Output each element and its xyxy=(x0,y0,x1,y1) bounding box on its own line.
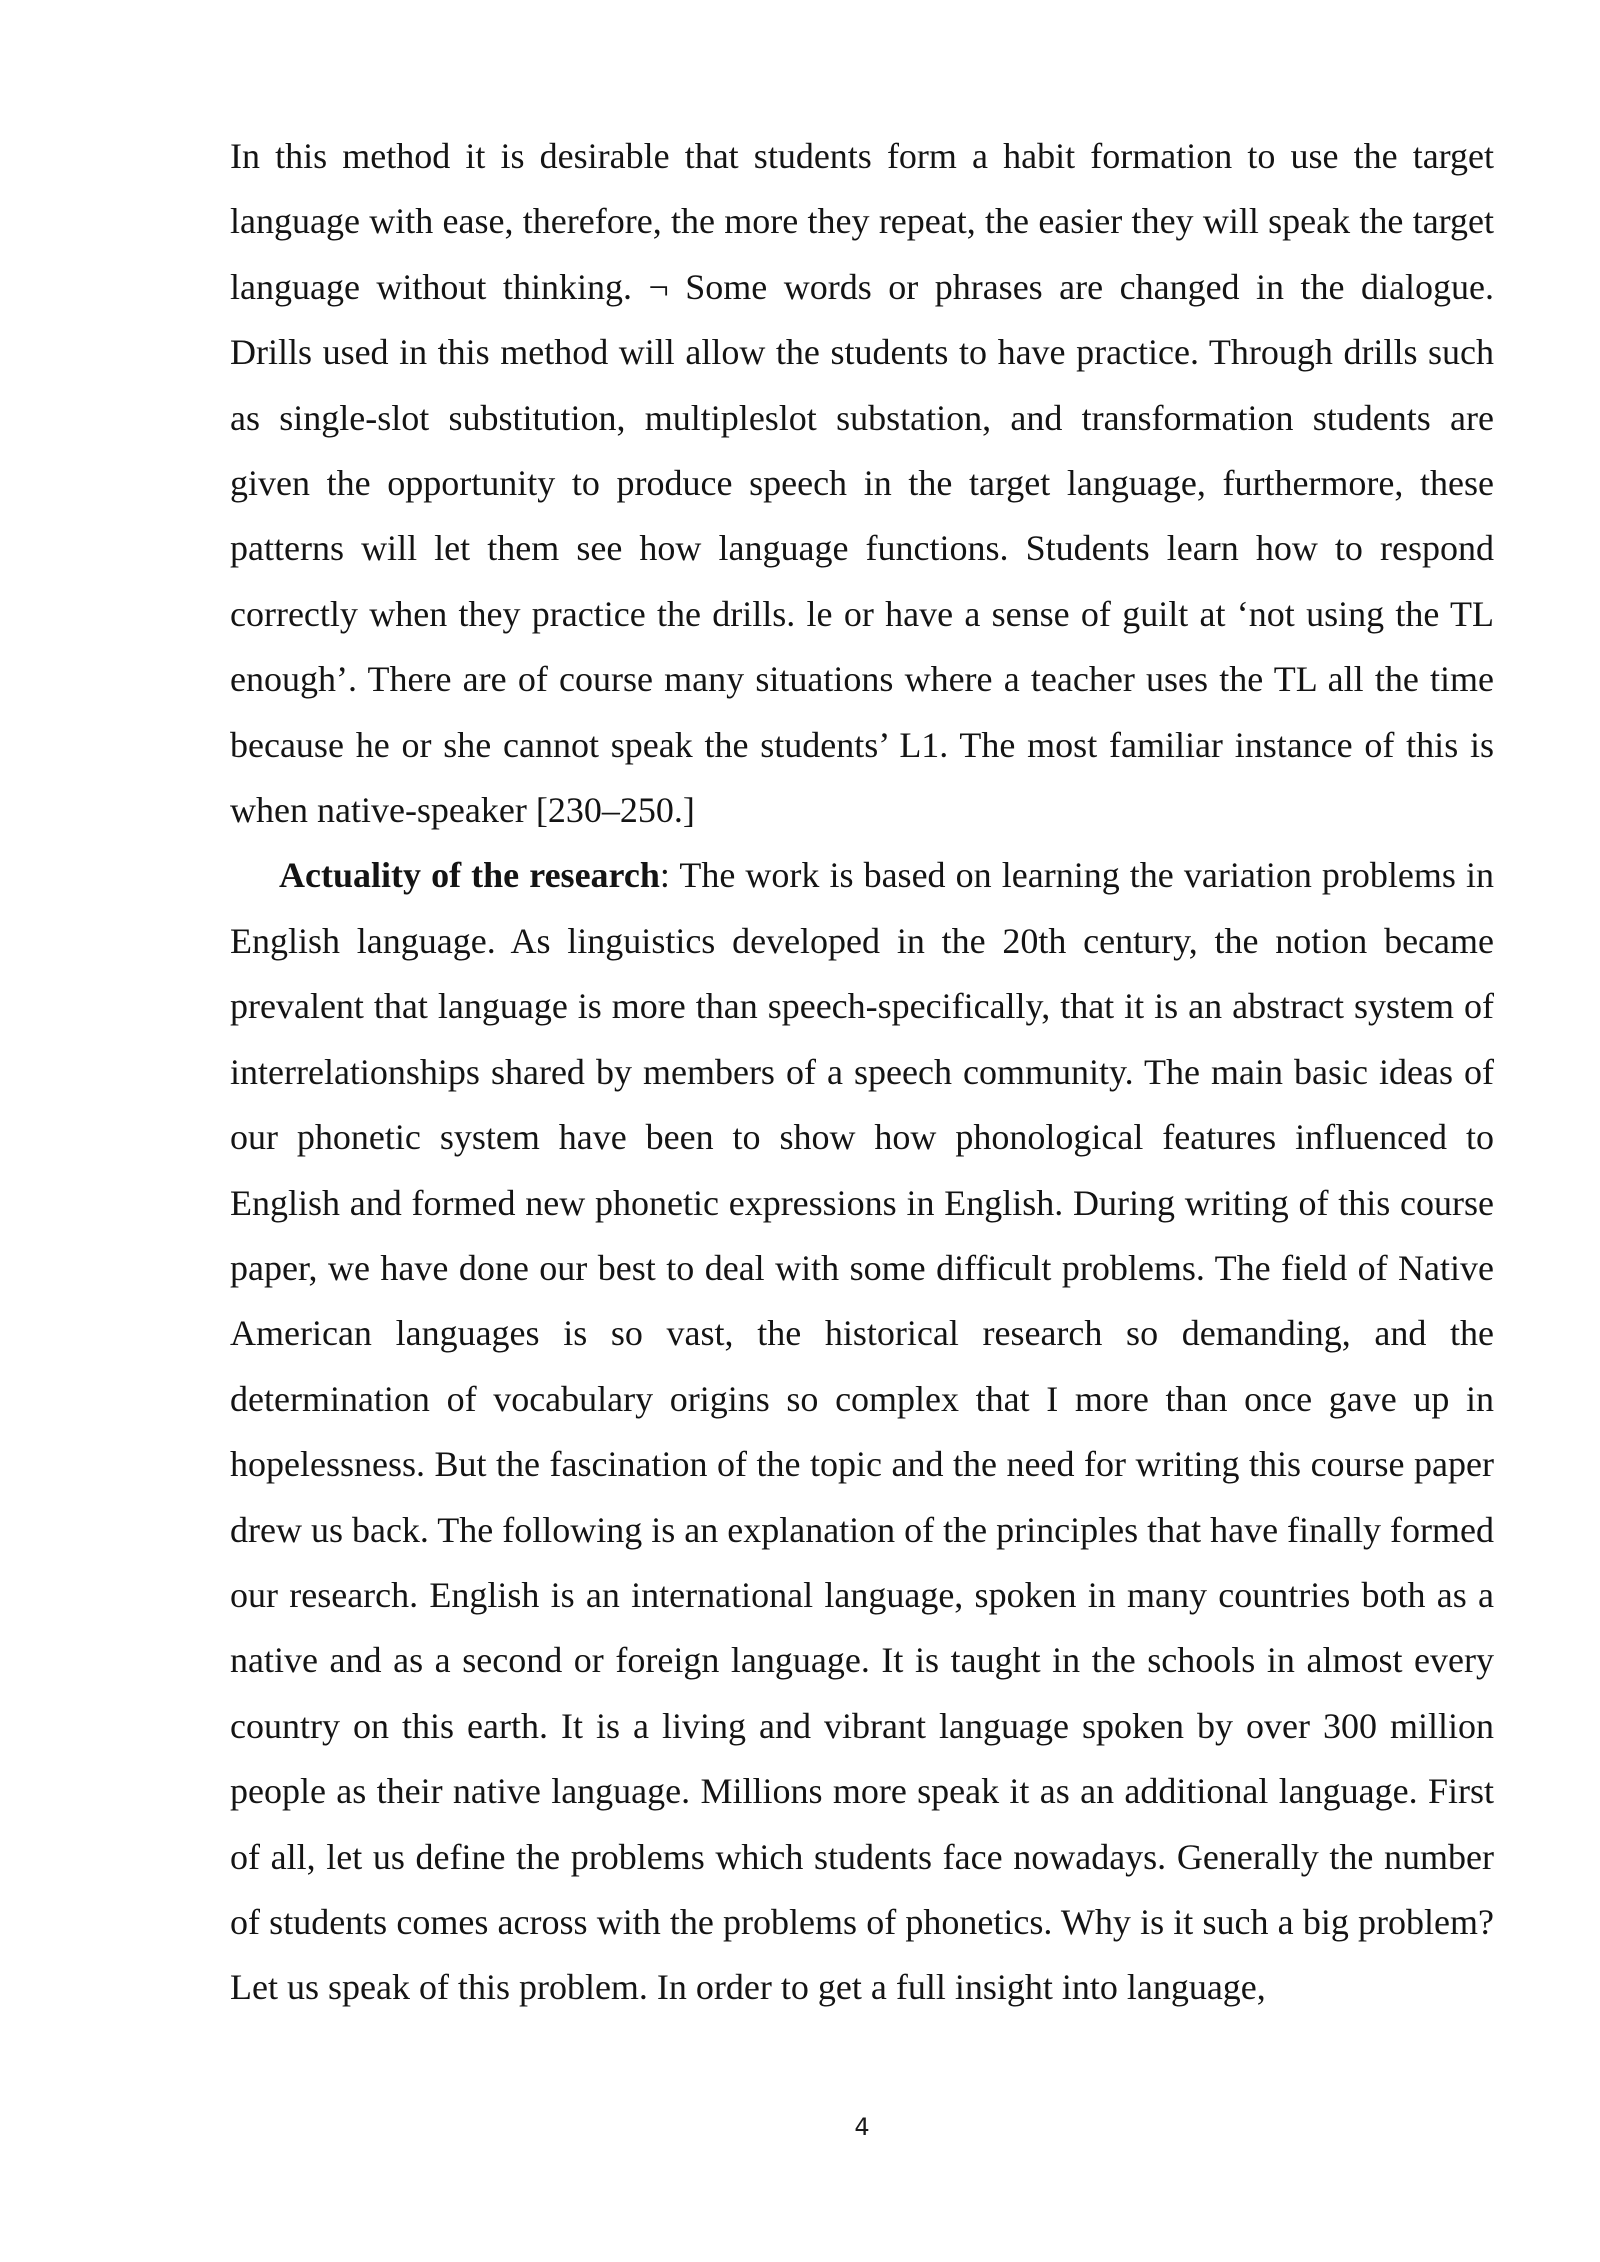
body-text xyxy=(230,124,1494,2021)
paragraph-method-drills: In this method it is desirable that students form a habit formation to use the target language with ease, therefore, the more they repeat, the easier they will speak the target language without thinking. ¬ Some words or phrases are changed in the dialogue. Drills used in this method will allow the students to have practice. Through drills such as single-slot substitution, multipleslot substation, and transformation students are given the opportunity to produce speech in the target language, furthermore, these patterns will let them see how language functions. Students learn how to respond correctly when they practice the drills. le or have a sense of guilt at ‘not using the TL enough’. There are of course many situations where a teacher uses the TL all the time because he or she cannot speak the students’ L1. The most familiar instance of this is when native-speaker [230–250.] xyxy=(230,136,1494,831)
paragraph-actuality-text: : The work is based on learning the variation problems in English language. As linguistics developed in the 20th century, the notion became prevalent that language is more than speech-specifically, that it is an abstract system of interrelationships shared by members of a speech community. The main basic ideas of our phonetic system have been to show how phonological features influenced to English and formed new phonetic expressions in English. During writing of this course paper, we have done our best to deal with some difficult problems. The field of Native American languages is so vast, the historical research so demanding, and the determination of vocabulary origins so complex that I more than once gave up in hopelessness. But the fascination of the topic and the need for writing this course paper drew us back. The following is an explanation of the principles that have finally formed our research. English is an international language, spoken in many countries both as a native and as a second or foreign language. It is taught in the schools in almost every country on this earth. It is a living and vibrant language spoken by over 300 million people as their native language. Millions more speak it as an additional language. First of all, let us define the problems which students face nowadays. Generally the number of students comes across with the problems of phonetics. Why is it such a big problem? Let us speak of this problem. In order to get a full insight into language, xyxy=(230,855,1494,2008)
page-number: 4 xyxy=(854,2113,870,2141)
section-heading-actuality: Actuality of the research xyxy=(279,855,660,896)
paragraph-actuality xyxy=(230,843,1494,2020)
